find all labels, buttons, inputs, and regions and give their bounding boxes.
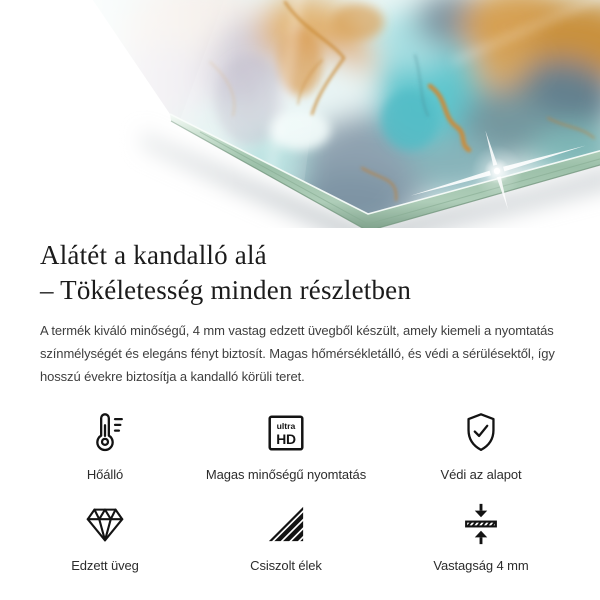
ultra-hd-icon — [263, 409, 309, 456]
thickness-icon — [458, 500, 504, 547]
polished-edges-icon — [263, 500, 309, 547]
thermometer-icon — [82, 409, 128, 456]
feature-label: Edzett üveg — [71, 558, 139, 573]
description-line: színmélységét és elegáns fényt biztosít. Magas hőmérsékletálló, és védi a sérülésektől, így — [40, 346, 555, 361]
product-description — [40, 319, 560, 388]
description-line: hosszú évekre biztosítja a kandalló körüli teret. — [40, 369, 305, 384]
feature-label: Hőálló — [86, 467, 124, 482]
feature-ultra-hd-print — [170, 409, 402, 482]
feature-polished-edges — [170, 500, 402, 573]
page-title-line1: Alátét a kandalló alá — [40, 240, 267, 270]
feature-thickness — [402, 500, 560, 573]
ultra-hd-badge-bottom: HD — [276, 431, 296, 448]
page-title-line2: – Tökéletesség minden részletben — [40, 275, 412, 305]
page-title — [40, 238, 560, 308]
feature-label: Csiszolt élek — [250, 558, 322, 573]
feature-protects-base — [402, 409, 560, 482]
feature-tempered-glass — [40, 500, 170, 573]
description-line: A termék kiváló minőségű, 4 mm vastag edzett üvegből készült, amely kiemeli a nyomtatás — [40, 323, 554, 338]
hero-product-image — [0, 0, 600, 228]
feature-label: Magas minőségű nyomtatás — [205, 467, 367, 482]
features-grid — [40, 409, 560, 573]
feature-label: Vastagság 4 mm — [433, 558, 529, 573]
feature-heat-resistant — [40, 409, 170, 482]
shield-check-icon — [458, 409, 504, 456]
ultra-hd-badge-top: ultra — [276, 421, 296, 432]
glass-panel-illustration — [0, 0, 600, 228]
feature-label: Védi az alapot — [440, 467, 522, 482]
diamond-icon — [82, 500, 128, 547]
